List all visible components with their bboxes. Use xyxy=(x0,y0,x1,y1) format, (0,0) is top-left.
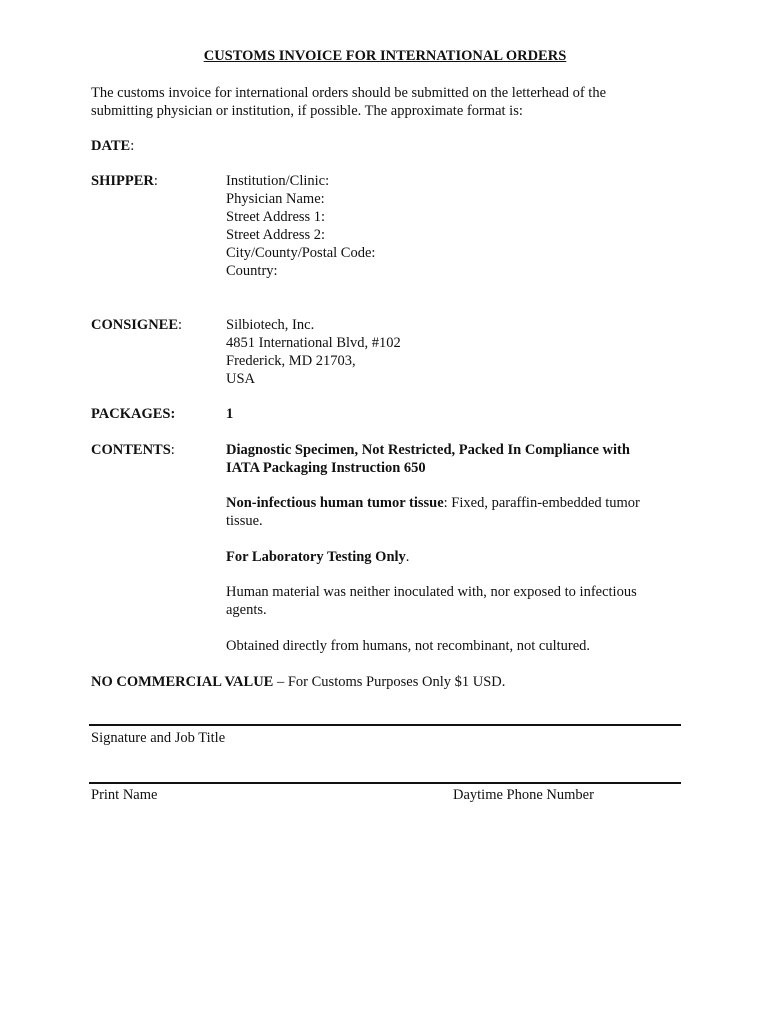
packages-value: 1 xyxy=(226,406,234,422)
date-label xyxy=(91,137,134,155)
value-statement xyxy=(91,673,505,691)
consignee-line-country: USA xyxy=(226,371,256,387)
lab-rest: . xyxy=(405,549,410,565)
contents-header-line-2: IATA Packaging Instruction 650 xyxy=(226,460,426,476)
print-name-label: Print Name xyxy=(91,787,158,803)
shipper-label xyxy=(91,172,158,190)
lab-bold: For Laboratory Testing Only xyxy=(226,549,406,565)
contents-label-text: CONTENTS xyxy=(91,442,171,458)
lab-testing-line xyxy=(226,548,409,566)
shipper-field-institution: Institution/Clinic: xyxy=(226,173,330,189)
phone-number-label: Daytime Phone Number xyxy=(453,787,594,803)
document-title: CUSTOMS INVOICE FOR INTERNATIONAL ORDERS xyxy=(203,48,567,64)
consignee-label-text: CONSIGNEE xyxy=(91,317,179,333)
tissue-line-1 xyxy=(226,494,640,512)
packages-label: PACKAGES: xyxy=(91,406,176,422)
contents-label xyxy=(91,441,175,459)
contents-header-line-1: Diagnostic Specimen, Not Restricted, Packed In Compliance with xyxy=(226,442,630,458)
signature-line xyxy=(89,724,681,726)
intro-line-1: The customs invoice for international orders should be submitted on the letterhead of the xyxy=(91,85,607,101)
date-label-colon: : xyxy=(130,138,135,154)
shipper-field-street-1: Street Address 1: xyxy=(226,209,326,225)
consignee-label-colon: : xyxy=(178,317,183,333)
shipper-field-street-2: Street Address 2: xyxy=(226,227,326,243)
consignee-line-street: 4851 International Blvd, #102 xyxy=(226,335,401,351)
shipper-field-physician: Physician Name: xyxy=(226,191,325,207)
intro-line-2: submitting physician or institution, if possible. The approximate format is: xyxy=(91,103,523,119)
tissue-rest: : Fixed, paraffin-embedded tumor xyxy=(443,495,640,511)
shipper-label-colon: : xyxy=(153,173,158,189)
tissue-line-2: tissue. xyxy=(226,513,263,529)
consignee-line-name: Silbiotech, Inc. xyxy=(226,317,315,333)
shipper-field-city: City/County/Postal Code: xyxy=(226,245,376,261)
signature-label: Signature and Job Title xyxy=(91,730,226,746)
consignee-label xyxy=(91,316,182,334)
shipper-fields xyxy=(226,172,375,280)
human-material-line-2: agents. xyxy=(226,602,267,618)
no-commercial-value: NO COMMERCIAL VALUE xyxy=(91,674,274,690)
human-material-line-1: Human material was neither inoculated with, nor exposed to infectious xyxy=(226,584,637,600)
tissue-bold: Non-infectious human tumor tissue xyxy=(226,495,444,511)
shipper-field-country: Country: xyxy=(226,263,278,279)
obtained-line: Obtained directly from humans, not recombinant, not cultured. xyxy=(226,638,591,654)
shipper-label-text: SHIPPER xyxy=(91,173,154,189)
value-statement-rest: – For Customs Purposes Only $1 USD. xyxy=(273,674,506,690)
date-label-text: DATE xyxy=(91,138,131,154)
consignee-address xyxy=(226,316,401,388)
print-name-line xyxy=(89,782,681,784)
contents-label-colon: : xyxy=(170,442,175,458)
consignee-line-city: Frederick, MD 21703, xyxy=(226,353,356,369)
